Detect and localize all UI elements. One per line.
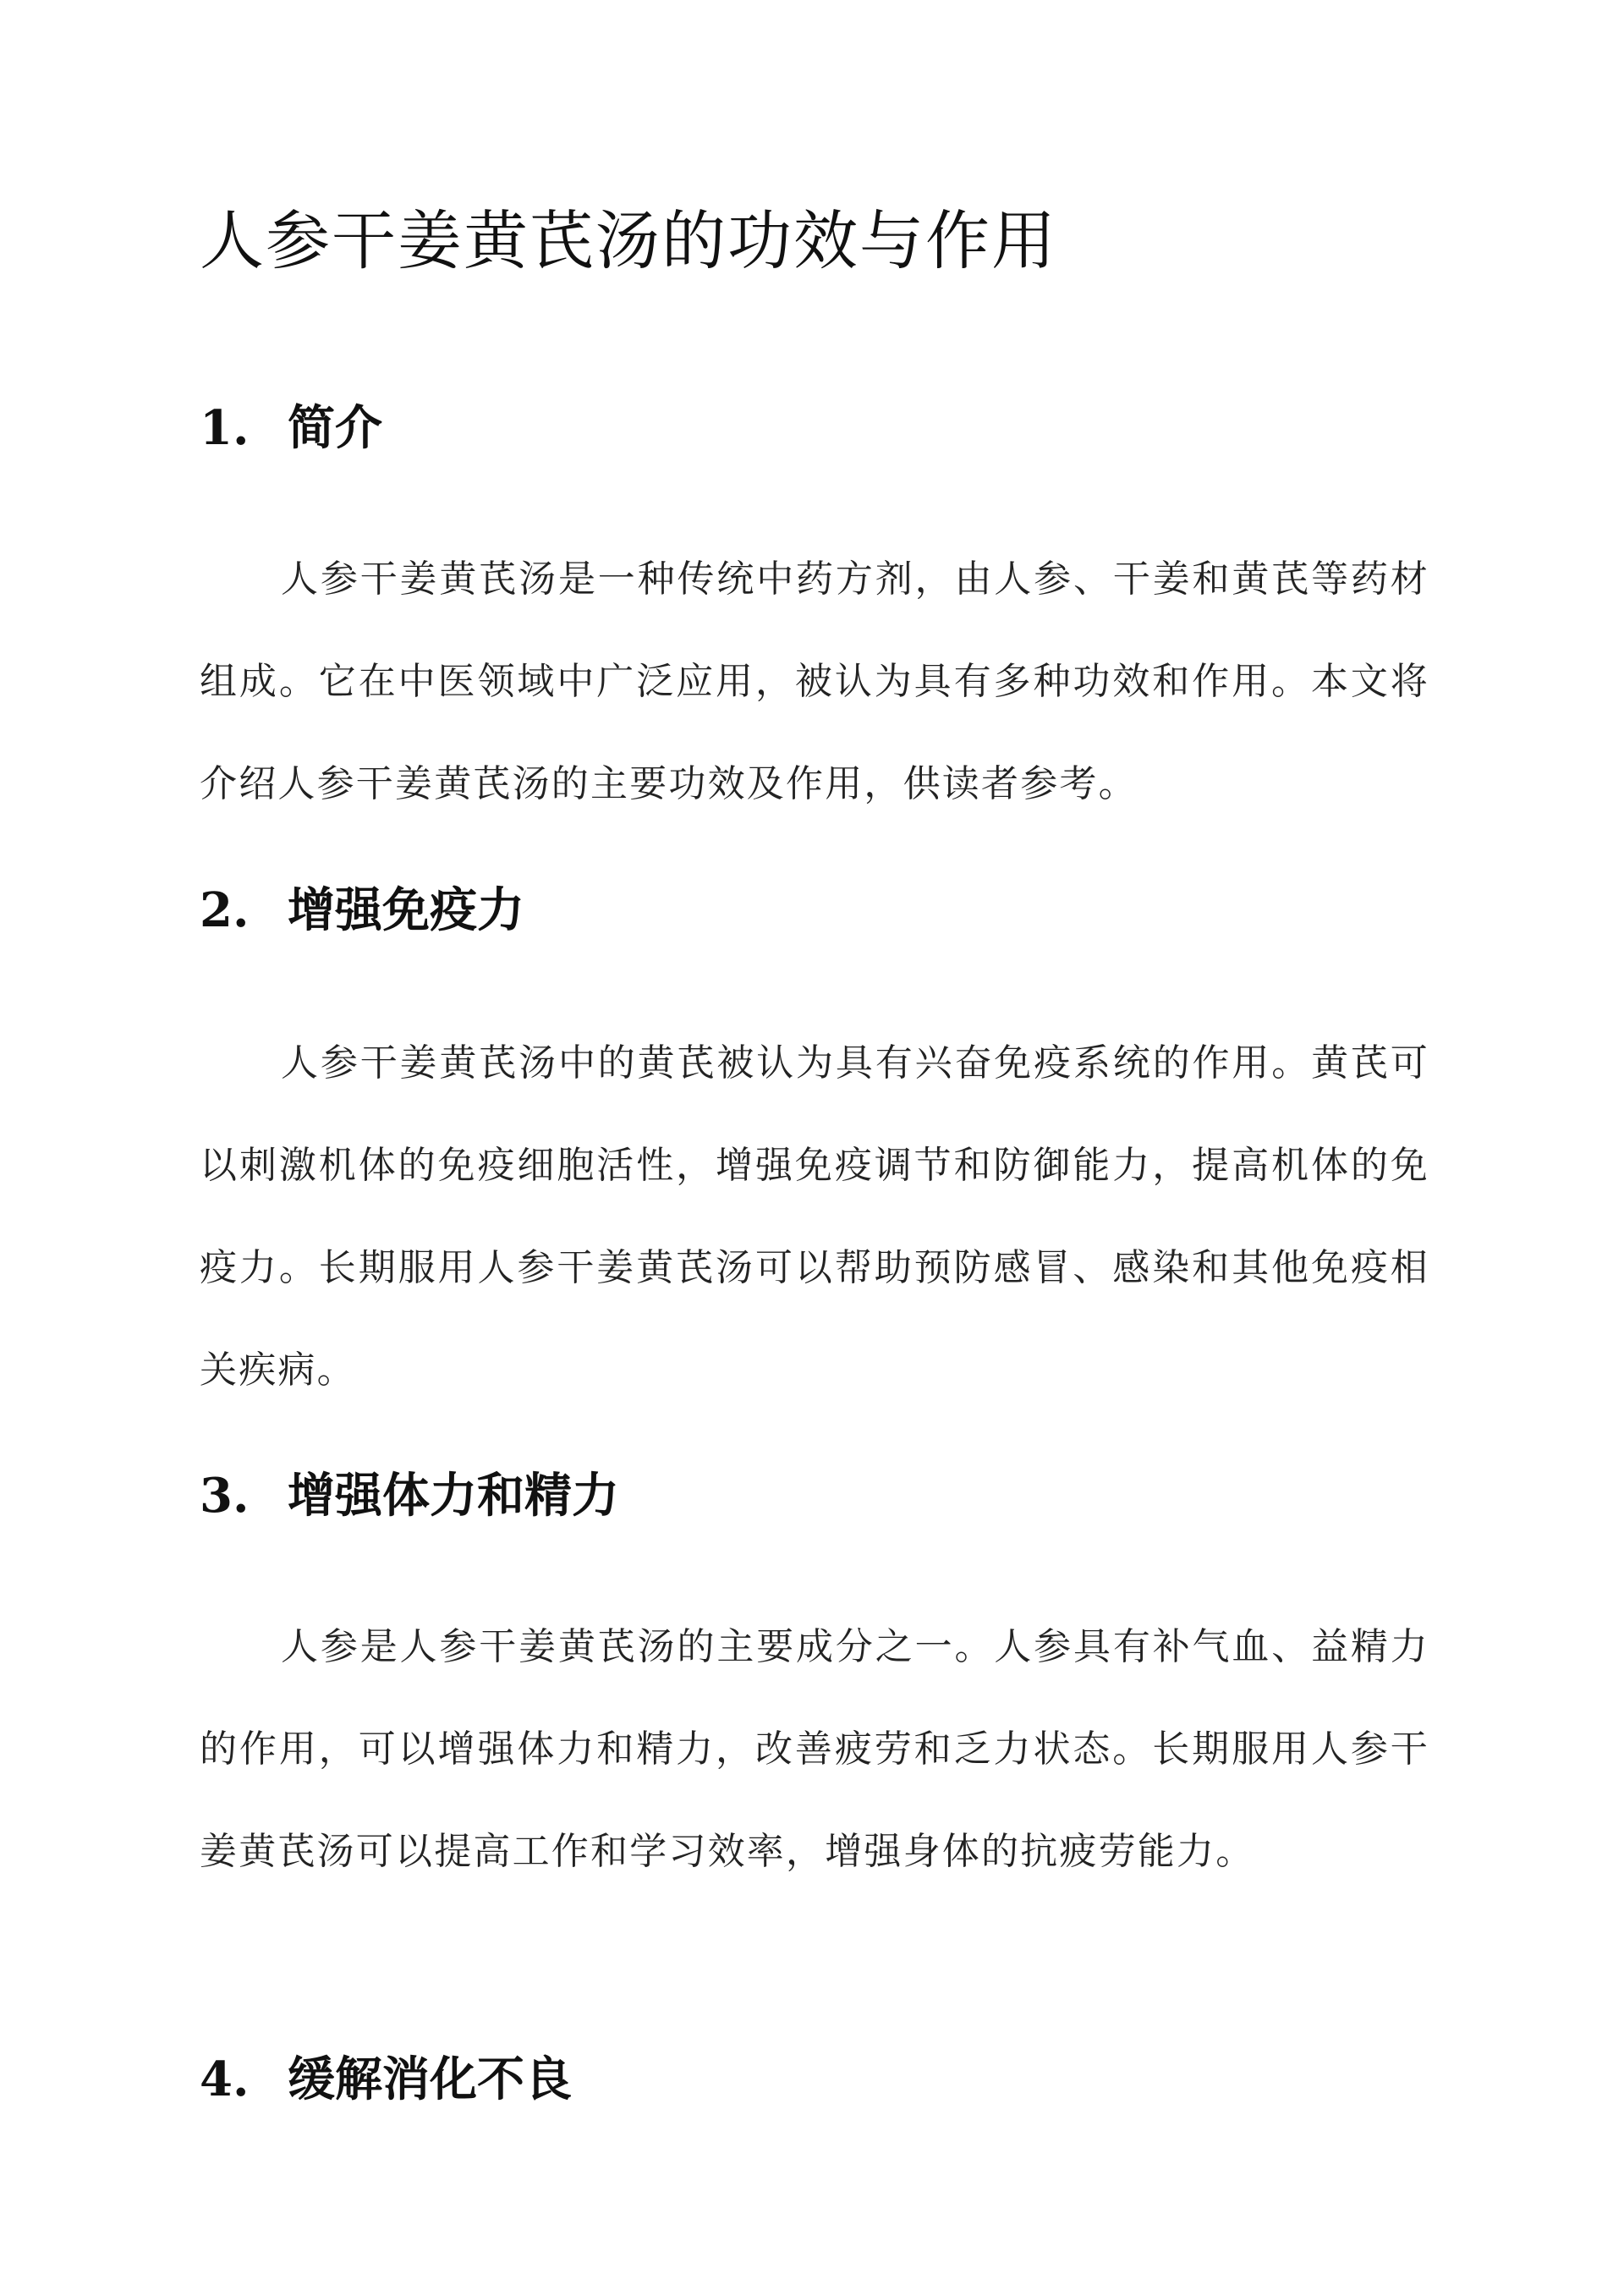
section-number: 1.	[200, 400, 250, 456]
section-paragraph-intro: 人参干姜黄芪汤是一种传统中药方剂，由人参、干姜和黄芪等药材组成。它在中医领域中广泛应用，被认为具有多种功效和作用。本文将介绍人参干姜黄芪汤的主要功效及作用，供读者参考。	[200, 558, 1429, 805]
section-paragraph-immunity: 人参干姜黄芪汤中的黄芪被认为具有兴奋免疫系统的作用。黄芪可以刺激机体的免疫细胞活性，增强免疫调节和防御能力，提高机体的免疫力。长期服用人参干姜黄芪汤可以帮助预防感冒、感染和其他免疫相关疾病。	[200, 1041, 1429, 1392]
section-number: 3.	[200, 1468, 250, 1524]
document-title: 人参干姜黄芪汤的功效与作用	[200, 203, 1057, 278]
section-heading-immunity	[200, 876, 524, 944]
section-title: 缓解消化不良	[288, 2052, 572, 2107]
section-title: 简介	[288, 400, 382, 456]
section-title: 增强体力和精力	[288, 1468, 619, 1524]
section-title: 增强免疫力	[288, 882, 524, 938]
section-paragraph-energy: 人参是人参干姜黄芪汤的主要成分之一。人参具有补气血、益精力的作用，可以增强体力和精力，改善疲劳和乏力状态。长期服用人参干姜黄芪汤可以提高工作和学习效率，增强身体的抗疲劳能力。	[200, 1625, 1429, 1873]
section-heading-energy	[200, 1462, 619, 1530]
section-number: 2.	[200, 882, 250, 938]
section-number: 4.	[200, 2052, 250, 2107]
section-heading-digestion	[200, 2046, 572, 2113]
section-heading-intro	[200, 394, 382, 462]
